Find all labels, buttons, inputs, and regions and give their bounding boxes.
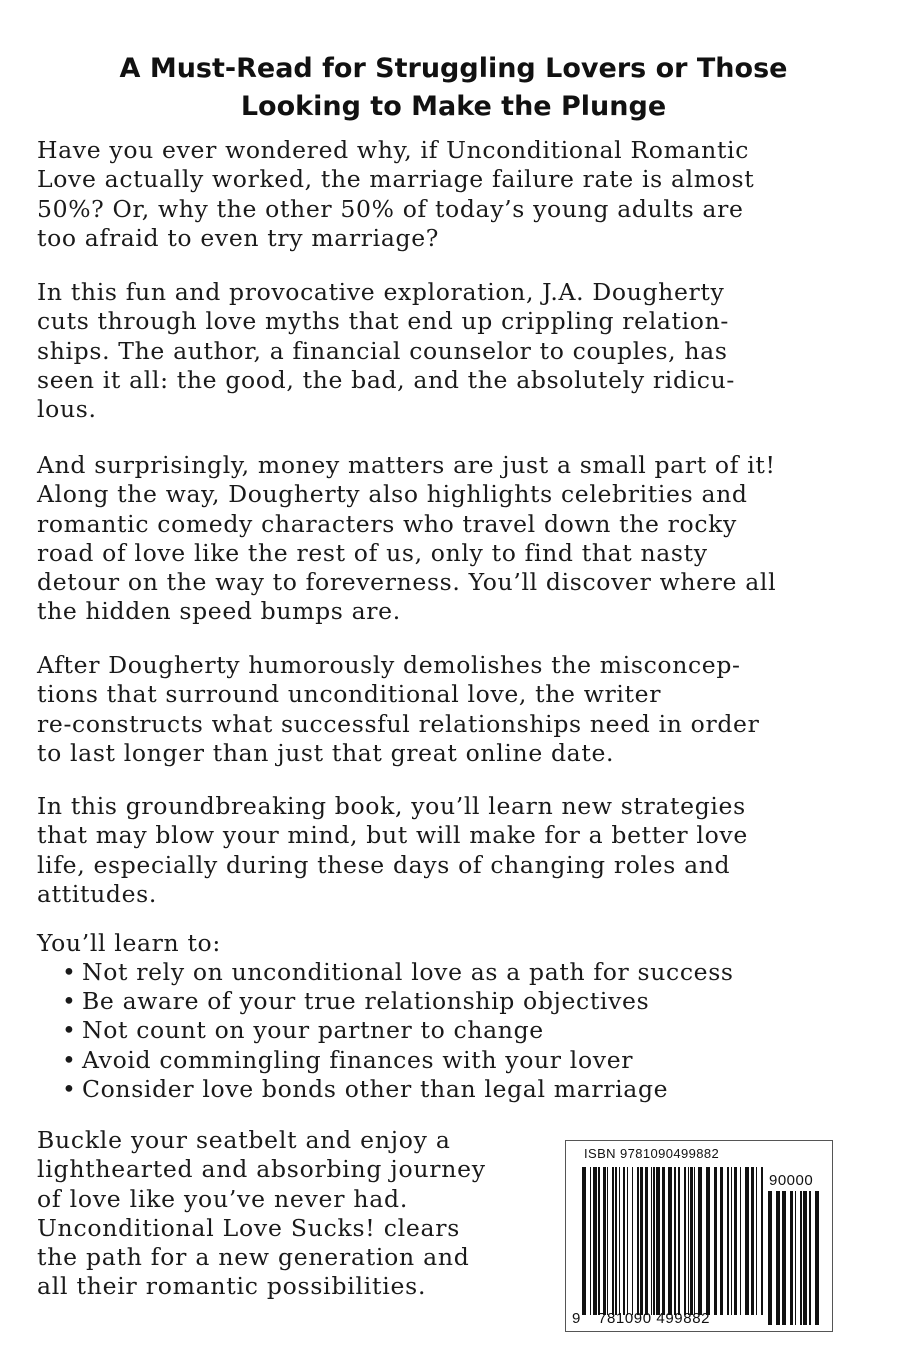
cover-heading: [40, 50, 867, 126]
barcode-bar: [674, 1167, 676, 1315]
list-item-text: Consider love bonds other than legal marriage: [82, 1074, 669, 1103]
barcode-bar: [668, 1167, 672, 1315]
text-line: Love actually worked, the marriage failure rate is almost: [37, 165, 755, 194]
isbn-barcode-box: [565, 1140, 833, 1332]
text-line: the path for a new generation and: [37, 1243, 470, 1272]
barcode-bar: [651, 1167, 652, 1315]
price-code: 90000: [769, 1172, 814, 1189]
bullet-icon: •: [62, 1074, 77, 1103]
barcode-bar: [751, 1167, 754, 1315]
text-line: ships. The author, a financial counselor to couples, has: [37, 336, 728, 365]
barcode-bar: [637, 1167, 639, 1315]
barcode-bar: [727, 1167, 729, 1315]
list-item: [62, 1075, 734, 1104]
text-line: that may blow your mind, but will make for a better love: [37, 821, 748, 850]
barcode-bar: [768, 1191, 772, 1325]
barcode-bar: [690, 1167, 693, 1315]
text-line: life, especially during these days of changing roles and: [37, 850, 731, 879]
barcode-bar: [761, 1167, 763, 1315]
barcode-bar: [740, 1167, 741, 1315]
barcode-bar: [582, 1167, 586, 1315]
text-line: road of love like the rest of us, only to find that nasty: [37, 538, 708, 567]
barcode-bar: [698, 1167, 702, 1315]
barcode-bar: [607, 1167, 608, 1315]
barcode-bar: [688, 1167, 689, 1315]
list-item: [62, 958, 734, 987]
bullet-icon: •: [62, 958, 77, 986]
text-line: After Dougherty humorously demolishes the misconcep-: [37, 651, 741, 679]
text-line: In this groundbreaking book, you’ll learn new strategies: [37, 792, 746, 820]
barcode-bar: [593, 1167, 597, 1315]
paragraph-exploration: [37, 278, 735, 424]
barcode-bar: [720, 1167, 723, 1315]
text-line: too afraid to even try marriage?: [37, 223, 440, 252]
barcode-bar: [734, 1167, 737, 1315]
barcode-bar: [800, 1191, 802, 1325]
text-line: romantic comedy characters who travel down the rocky: [37, 509, 737, 538]
text-line: tions that surround unconditional love, the writer: [37, 680, 662, 709]
barcode-bar: [640, 1167, 643, 1315]
paragraph-intro: [37, 136, 754, 253]
text-line: re-constructs what successful relationships need in order: [37, 709, 760, 738]
list-item-text: Be aware of your true relationship objectives: [82, 987, 650, 1016]
bullet-icon: •: [62, 1016, 77, 1045]
barcode-bar: [656, 1167, 660, 1315]
text-line: of love like you’ve never had.: [37, 1184, 409, 1213]
barcode-bar: [645, 1167, 648, 1315]
text-line: Buckle your seatbelt and enjoy a: [37, 1126, 451, 1154]
text-line: In this fun and provocative exploration, J.A. Dougherty: [37, 278, 725, 306]
barcode-bar: [815, 1191, 819, 1325]
text-line: Along the way, Dougherty also highlights celebrities and: [37, 480, 748, 509]
barcode-bars: [582, 1167, 764, 1315]
bullet-icon: •: [62, 1045, 77, 1074]
isbn-label: ISBN 9781090499882: [584, 1146, 720, 1161]
list-item-text: Avoid commingling finances with your lover: [82, 1045, 634, 1074]
text-line: the hidden speed bumps are.: [37, 597, 401, 626]
text-line: And surprisingly, money matters are just a small part of it!: [37, 451, 776, 479]
heading-line: Looking to Make the Plunge: [240, 91, 667, 122]
heading-line: A Must-Read for Struggling Lovers or Those: [119, 53, 788, 84]
barcode-bar: [684, 1167, 686, 1315]
list-item-text: Not rely on unconditional love as a path for success: [82, 958, 734, 986]
barcode-bar: [756, 1167, 757, 1315]
text-line: all their romantic possibilities.: [37, 1272, 427, 1301]
list-item-text: Not count on your partner to change: [82, 1016, 544, 1045]
text-line: Unconditional Love Sucks! clears: [37, 1213, 461, 1242]
text-line: lighthearted and absorbing journey: [37, 1155, 486, 1184]
barcode-bar: [782, 1191, 786, 1325]
barcode-bar: [776, 1191, 780, 1325]
bullet-list: [62, 958, 734, 1104]
text-line: attitudes.: [37, 879, 157, 908]
text-line: detour on the way to foreverness. You’ll discover where all: [37, 568, 777, 597]
barcode-bar: [694, 1167, 695, 1315]
list-item: [62, 1016, 734, 1045]
barcode-bar: [598, 1167, 600, 1315]
barcode-bar: [623, 1167, 625, 1315]
barcode-bar: [619, 1167, 620, 1315]
barcode-bar: [795, 1191, 796, 1325]
barcode-bar: [706, 1167, 710, 1315]
barcode-bar: [678, 1167, 680, 1315]
barcode-bar: [745, 1167, 749, 1315]
barcode-bar: [803, 1191, 807, 1325]
barcode-digit-groups: 781090 499882: [598, 1310, 711, 1327]
paragraph-closing: [37, 1126, 486, 1302]
barcode-bar: [662, 1167, 665, 1315]
barcode-bar: [627, 1167, 628, 1315]
barcode-bar: [632, 1167, 633, 1315]
text-line: cuts through love myths that end up crippling relation-: [37, 307, 729, 336]
barcode-first-digit: 9: [572, 1310, 581, 1327]
paragraph-misconceptions: [37, 651, 759, 768]
barcode-bar: [790, 1191, 793, 1325]
list-item: [62, 987, 734, 1016]
learn-intro: [37, 929, 221, 958]
barcode-bar: [603, 1167, 606, 1315]
price-barcode-bars: [768, 1191, 820, 1325]
text-line: Have you ever wondered why, if Unconditional Romantic: [37, 136, 750, 164]
text-line: seen it all: the good, the bad, and the absolutely ridicu-: [37, 365, 735, 394]
barcode-bar: [590, 1167, 591, 1315]
barcode-bar: [731, 1167, 732, 1315]
text-line: to last longer than just that great online date.: [37, 738, 615, 767]
text-line: 50%? Or, why the other 50% of today’s young adults are: [37, 194, 744, 223]
paragraph-money: [37, 451, 776, 627]
paragraph-groundbreaking: [37, 792, 748, 909]
barcode-bar: [714, 1167, 717, 1315]
barcode-bar: [612, 1167, 614, 1315]
list-item: [62, 1046, 734, 1075]
text-line: You’ll learn to:: [37, 929, 221, 957]
barcode-bar: [615, 1167, 617, 1315]
barcode-bar: [653, 1167, 655, 1315]
bullet-icon: •: [62, 987, 77, 1016]
text-line: lous.: [37, 395, 97, 424]
barcode-bar: [809, 1191, 811, 1325]
